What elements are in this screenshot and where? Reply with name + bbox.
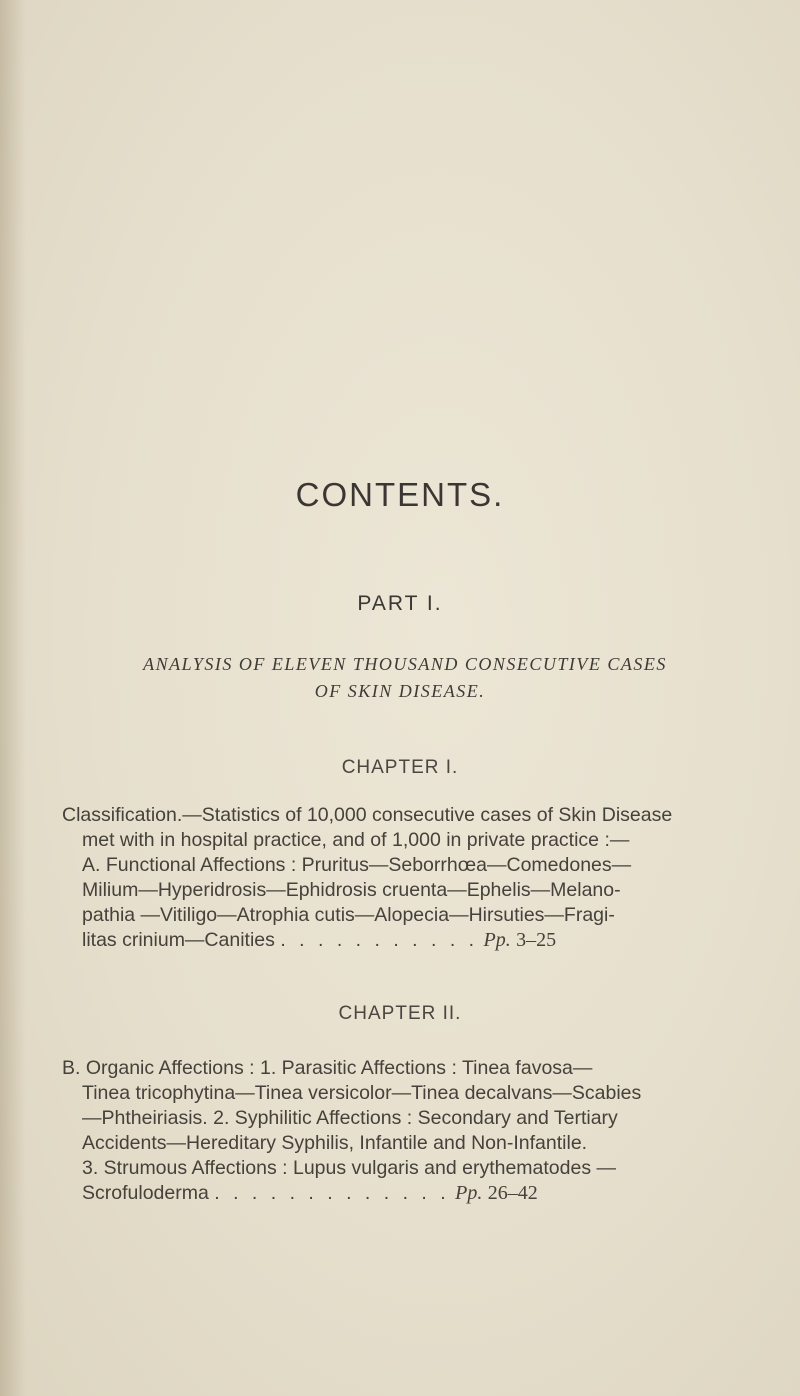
pages-label: Pp. [483, 929, 511, 951]
leader-dots: . . . . . . . . . . . . . [214, 1182, 450, 1204]
chapter-1-summary [62, 803, 672, 953]
chapter-2-line: B. Organic Affections : 1. Parasitic Affections : Tinea favosa— [62, 1057, 593, 1079]
chapter-1-line: A. Functional Affections : Pruritus—Seborrhœa—Comedones— [82, 854, 632, 876]
chapter-1-last-line [62, 928, 672, 953]
part-subtitle-line-2: OF SKIN DISEASE. [314, 681, 486, 701]
chapter-1-line: Milium—Hyperidrosis—Ephidrosis cruenta—Ephelis—Melano- [82, 879, 621, 901]
chapter-2-heading: CHAPTER II. [338, 1003, 462, 1024]
chapter-2-summary [62, 1056, 641, 1206]
chapter-1-heading: CHAPTER I. [341, 757, 459, 778]
contents-title: CONTENTS. [295, 476, 505, 513]
chapter-1-line: met with in hospital practice, and of 1,000 in private practice :— [82, 829, 630, 851]
chapter-2-line: Tinea tricophytina—Tinea versicolor—Tinea decalvans—Scabies [82, 1082, 642, 1104]
chapter-2-last-line [62, 1181, 641, 1206]
chapter-2-line: Accidents—Hereditary Syphilis, Infantile and Non-Infantile. [82, 1132, 588, 1154]
page-range: 26–42 [487, 1182, 538, 1204]
part-subtitle-line-1: ANALYSIS OF ELEVEN THOUSAND CONSECUTIVE CASES [143, 654, 667, 674]
chapter-2-line: —Phtheiriasis. 2. Syphilitic Affections : Secondary and Tertiary [82, 1107, 618, 1129]
pages-label: Pp. [455, 1182, 483, 1204]
chapter-2-line: Scrofuloderma [82, 1182, 209, 1204]
chapter-1-line: litas crinium—Canities [82, 929, 275, 951]
leader-dots: . . . . . . . . . . . [280, 929, 479, 951]
chapter-1-line: pathia —Vitiligo—Atrophia cutis—Alopecia—Hirsuties—Fragi- [82, 904, 615, 926]
chapter-2-line: 3. Strumous Affections : Lupus vulgaris and erythematodes — [82, 1157, 617, 1179]
part-title: PART I. [357, 592, 443, 615]
page-range: 3–25 [516, 929, 557, 951]
chapter-1-line: Classification.—Statistics of 10,000 consecutive cases of Skin Disease [62, 804, 673, 826]
